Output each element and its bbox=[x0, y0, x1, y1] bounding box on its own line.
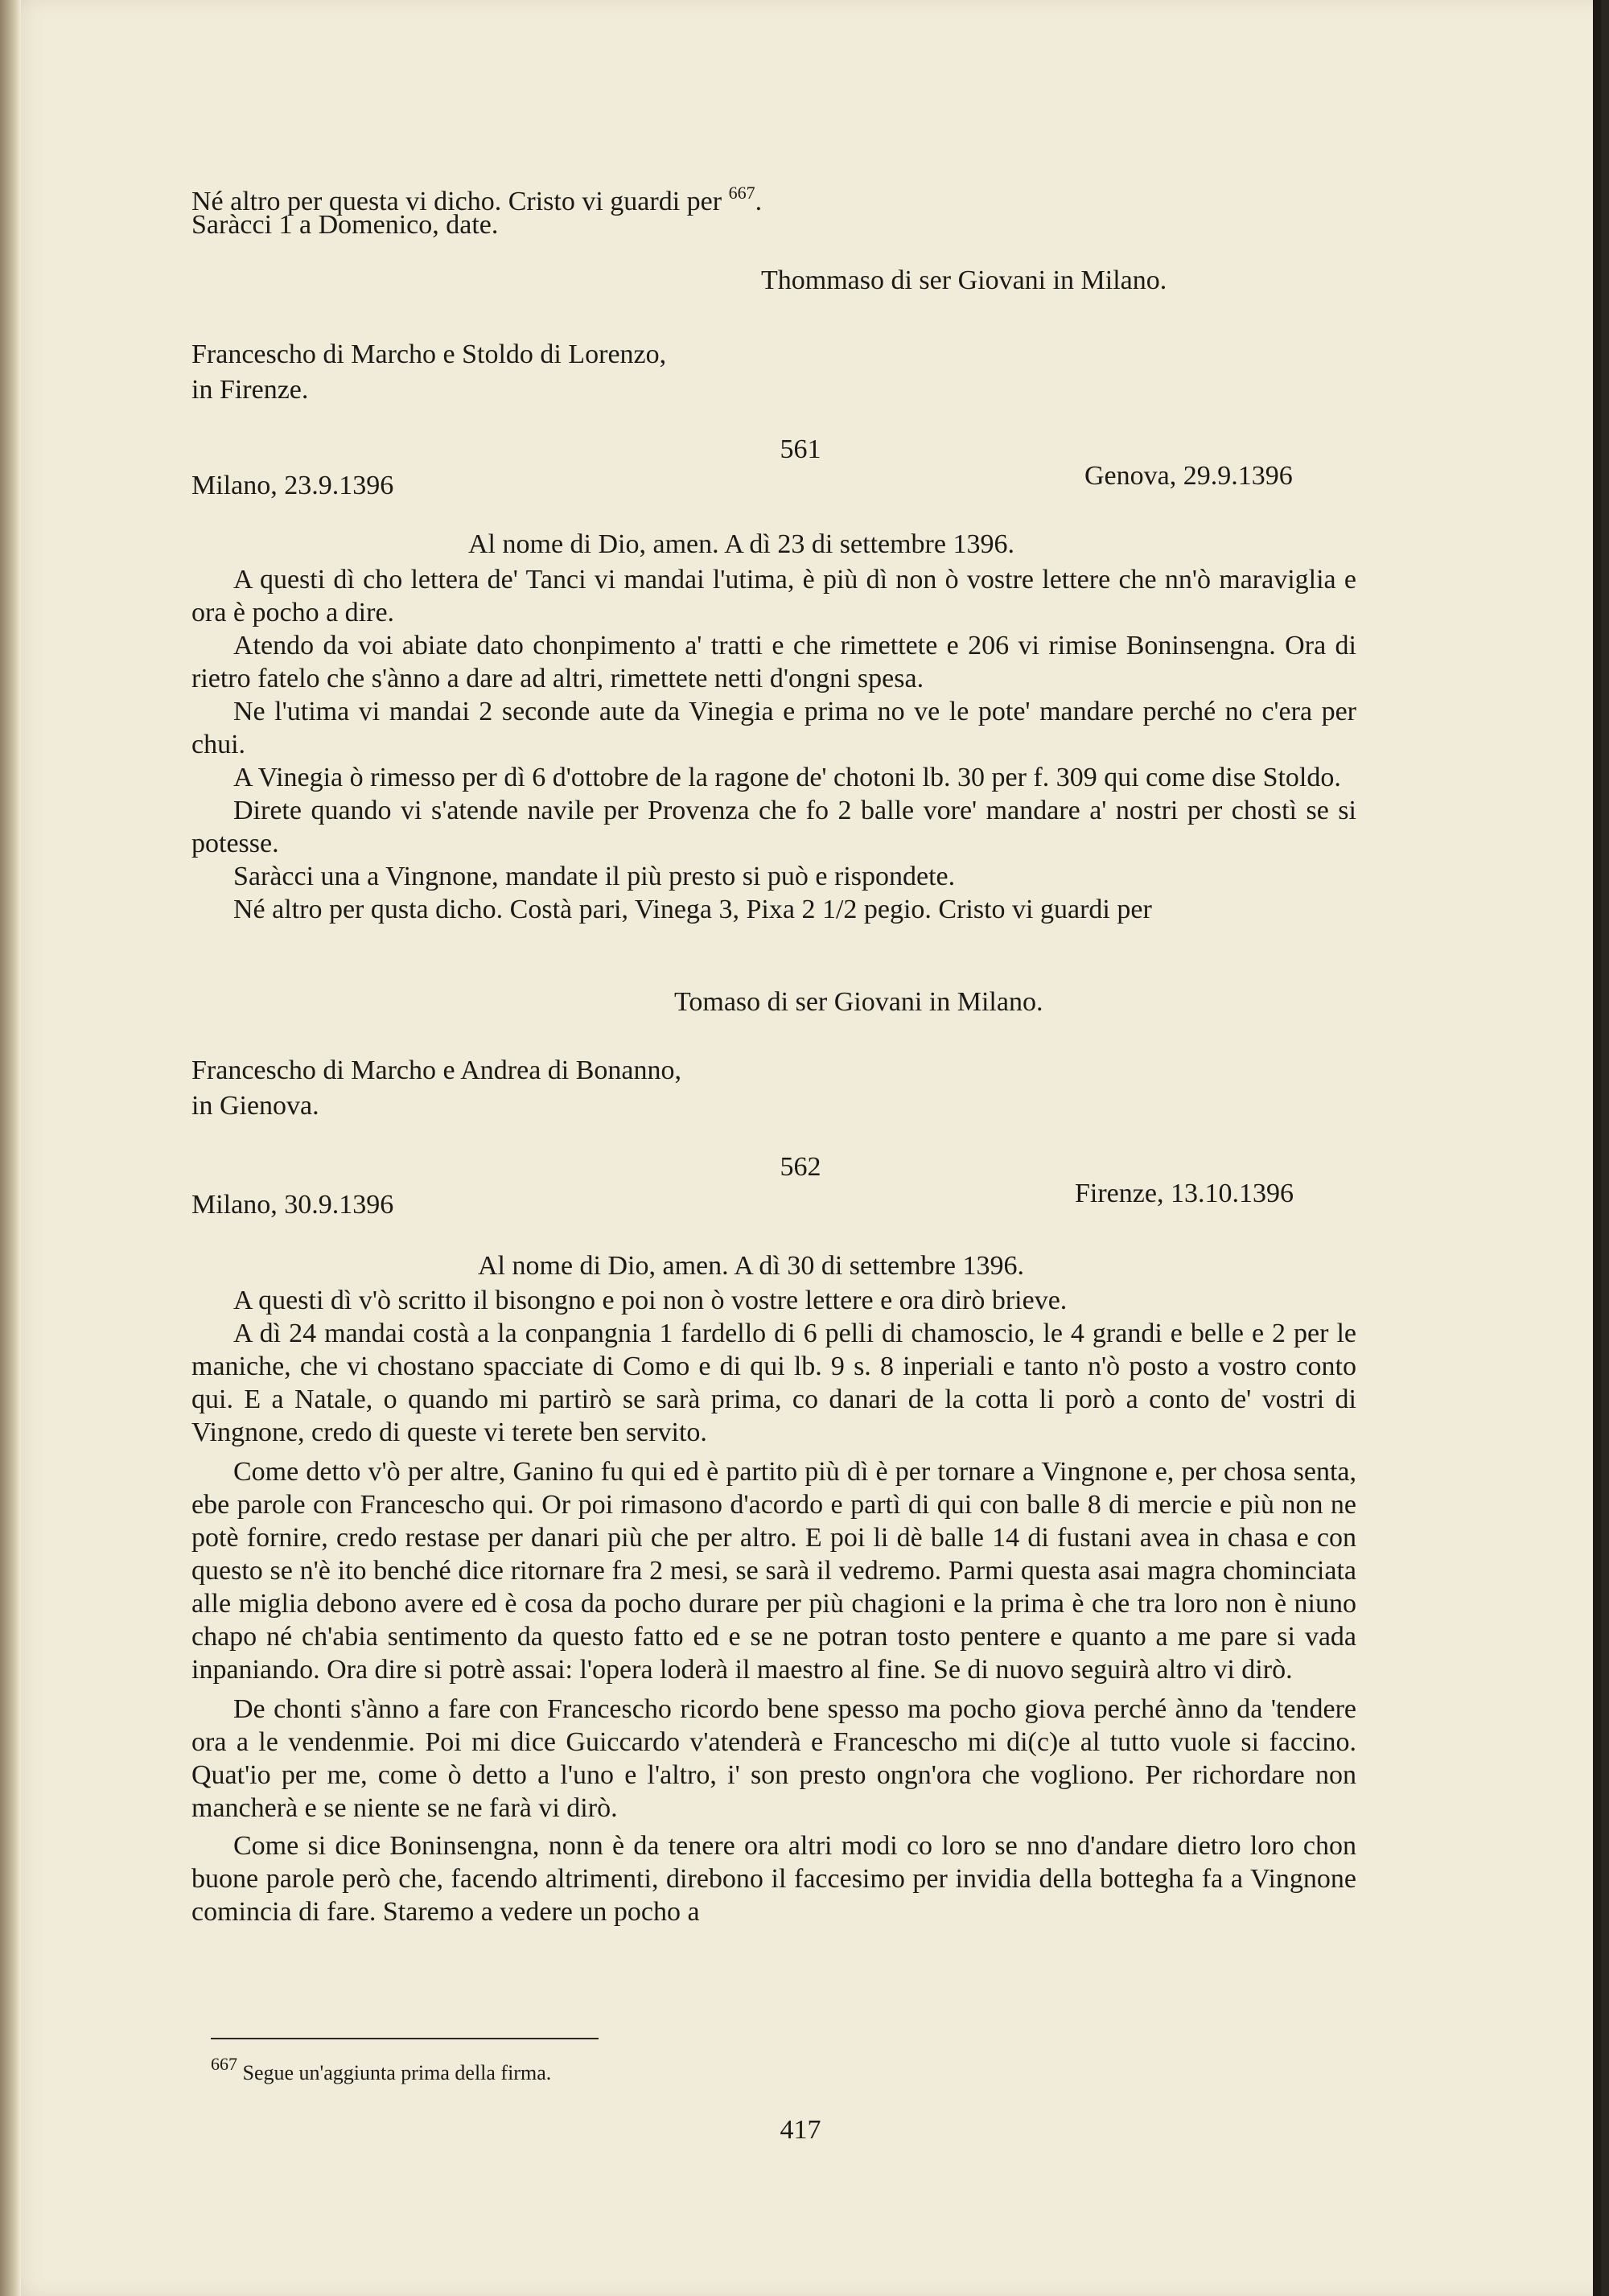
page-number: 417 bbox=[780, 2115, 821, 2145]
paragraph: Saràcci una a Vingnone, mandate il più presto si può e rispondete. bbox=[233, 862, 956, 891]
paragraph: Ne l'utima vi mandai 2 seconde aute da Vinegia e prima no ve le pote' mandare perché no c'era per chui. bbox=[191, 697, 1356, 759]
letter-origin: Milano, 23.9.1396 bbox=[191, 471, 394, 500]
letter-destination: Firenze, 13.10.1396 bbox=[1075, 1179, 1294, 1208]
addressee-line-1: Francescho di Marcho e Stoldo di Lorenzo, bbox=[191, 339, 667, 369]
page-edge bbox=[1593, 0, 1601, 2296]
signature: Thommaso di ser Giovani in Milano. bbox=[761, 265, 1167, 295]
paragraph: A questi dì v'ò scritto il bisongno e poi non ò vostre lettere e ora dirò brieve. bbox=[233, 1286, 1068, 1315]
closing-note: Saràcci 1 a Domenico, date. bbox=[191, 210, 499, 240]
addressee-line-1: Francescho di Marcho e Andrea di Bonanno, bbox=[191, 1055, 681, 1085]
paragraph: Né altro per qusta dicho. Costà pari, Vinega 3, Pixa 2 1/2 pegio. Cristo vi guardi per bbox=[233, 895, 1152, 924]
closing-line: Né altro per questa vi dicho. Cristo vi guardi per $^{667}$. bbox=[191, 182, 763, 216]
letter-opening: Al nome di Dio, amen. A dì 30 di settembre 1396. bbox=[478, 1251, 1024, 1281]
footnote-ref[interactable]: 667 bbox=[728, 182, 755, 203]
addressee-line-2: in Gienova. bbox=[191, 1091, 319, 1121]
paragraph: A questi dì cho lettera de' Tanci vi mandai l'utima, è più dì non ò vostre lettere che nn'ò maraviglia e ora è pocho a dire. bbox=[191, 565, 1356, 627]
letter-body bbox=[191, 563, 1356, 926]
paragraph: Direte quando vi s'atende navile per Provenza che fo 2 balle vore' mandare a' nostri per chostì se si potesse. bbox=[191, 796, 1356, 858]
paragraph: Atendo da voi abiate dato chonpimento a' tratti e che rimettete e 206 vi rimise Boninsengna. Ora di rietro fatelo che s'ànno a dare ad altri, rimettete netti d'ongni spesa. bbox=[191, 631, 1356, 693]
paragraph: A dì 24 mandai costà a la conpangnia 1 fardello di 6 pelli di chamoscio, le 4 grandi e belle e 2 per le maniche, che vi chostano spacciate di Como e di qui lb. 9 s. 8 inperiali e tanto n'ò posto a vostro conto qui. E a Natale, o quando mi partirò se sarà prima, co danari de la cotta li porò a conto de' vostri di Vingnone, credo di queste vi terete ben servito. bbox=[191, 1319, 1356, 1447]
letter-opening: Al nome di Dio, amen. A dì 23 di settembre 1396. bbox=[468, 529, 1014, 559]
letter-origin: Milano, 30.9.1396 bbox=[191, 1190, 394, 1220]
paragraph: Come si dice Boninsengna, nonn è da tenere ora altri modi co loro se nno d'andare dietro loro chon buone parole però che, facendo altrimenti, direbono il faccesimo per invidia della bottegha fa a Vingnone comincia di fare. Staremo a vedere un pocho a bbox=[191, 1831, 1356, 1927]
paragraph: A Vinegia ò rimesso per dì 6 d'ottobre de la ragone de' chotoni lb. 30 per f. 309 qui come dise Stoldo. bbox=[233, 763, 1341, 792]
letter-number: 562 bbox=[780, 1152, 821, 1182]
footnote-rule bbox=[211, 2038, 599, 2039]
footnote-number: 667 bbox=[211, 2054, 237, 2075]
addressee-line-2: in Firenze. bbox=[191, 375, 309, 405]
letter-body bbox=[191, 1284, 1356, 1928]
letter-number: 561 bbox=[780, 434, 821, 464]
paragraph: De chonti s'ànno a fare con Francescho ricordo bene spesso ma pocho giova perché ànno da 'tendere ora a le vendenmie. Poi mi dice Guiccardo v'atenderà e Francescho mi di(c)e al tutto vuole si faccino. Quat'io per me, come ò detto a l'uno e l'altro, i' son presto ongn'ora che vogliono. Per richordare non mancherà e se niente se ne farà vi dirò. bbox=[191, 1694, 1356, 1823]
letter-destination: Genova, 29.9.1396 bbox=[1084, 461, 1293, 491]
signature: Tomaso di ser Giovani in Milano. bbox=[674, 987, 1043, 1017]
footnote: $^{667}$ Segue un'aggiunta prima della firma. bbox=[211, 2054, 552, 2084]
book-spine-shadow bbox=[0, 0, 21, 2296]
paragraph: Come detto v'ò per altre, Ganino fu qui ed è partito più dì è per tornare a Vingnone e, per chosa senta, ebe parole con Francescho qui. Or poi rimasono d'acordo e partì di qui con balle 8 di mercie e più non ne potè fornire, credo restase per danari più che per altro. E poi li dè balle 14 di fustani avea in chasa e con questo se n'è ito benché dice ritornare fra 2 mesi, se sarà il vedremo. Parmi questa asai magra chominciata alle miglia debono avere ed è cosa da pocho durare per più chagioni e la prima è che tra loro non è niuno chapo né ch'abia sentimento da questo fatto ed e se ne potran tosto pentere e quanto a me pare si vada inpaniando. Ora dire si potrè assai: l'opera loderà il maestro al fine. Se di nuovo seguirà altro vi dirò. bbox=[191, 1457, 1356, 1685]
